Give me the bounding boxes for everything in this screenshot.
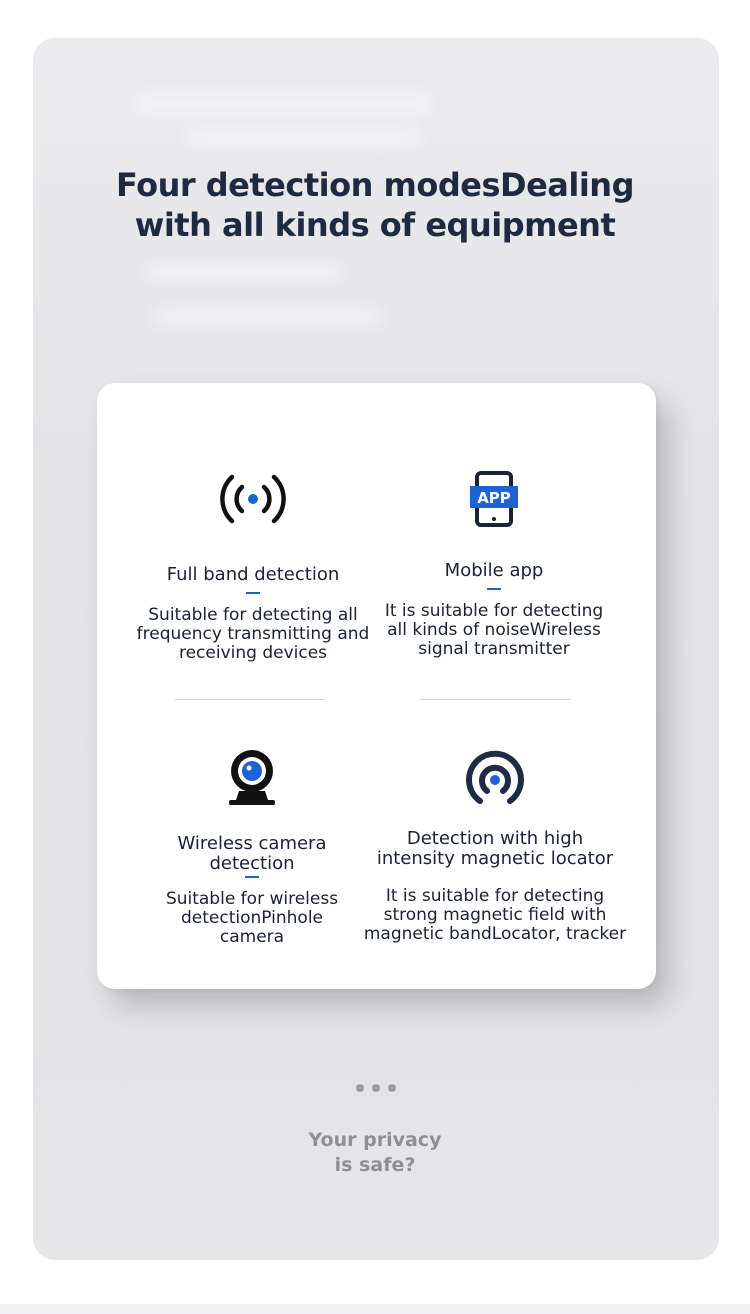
decorative-blur [133, 93, 433, 115]
feature-wireless-camera [132, 747, 372, 947]
feature-title: Wireless camera [177, 833, 327, 854]
accent-dash [487, 588, 501, 590]
desc-line: magnetic bandLocator, tracker [363, 924, 627, 944]
feature-full-band [122, 471, 384, 663]
divider [175, 699, 325, 700]
decorative-blur [143, 263, 343, 281]
feature-mobile-app [369, 471, 619, 659]
decorative-blur [183, 128, 423, 146]
privacy-line-2: is safe? [334, 1154, 416, 1176]
desc-line: frequency transmitting and [136, 624, 370, 644]
desc-line: Suitable for detecting all [148, 605, 358, 625]
page-title [0, 165, 750, 245]
desc-line: It is suitable for detecting [385, 886, 605, 906]
app-icon-label: APP [477, 489, 511, 507]
desc-line: all kinds of noiseWireless [387, 620, 601, 640]
feature-title: Detection with high [406, 828, 584, 849]
feature-title: Mobile app [444, 560, 544, 581]
dot [388, 1084, 396, 1092]
accent-dash [246, 592, 260, 594]
accent-dash [245, 876, 259, 878]
ellipsis-indicator [356, 1084, 396, 1092]
dot [356, 1084, 364, 1092]
desc-line: signal transmitter [418, 639, 570, 659]
privacy-tagline [0, 1128, 750, 1178]
desc-line: receiving devices [178, 643, 328, 663]
mobile-app-icon [467, 471, 521, 527]
feature-title: detection [209, 853, 295, 874]
magnetic-locator-icon [464, 749, 526, 811]
bottom-strip [0, 1304, 750, 1314]
features-card [97, 383, 656, 989]
title-line-2: with all kinds of equipment [134, 206, 616, 244]
dot [372, 1084, 380, 1092]
webcam-icon [225, 747, 279, 807]
feature-title: Full band detection [166, 564, 340, 585]
privacy-line-1: Your privacy [308, 1129, 442, 1151]
feature-title: intensity magnetic locator [376, 848, 614, 869]
desc-line: camera [219, 927, 285, 947]
decorative-blur [153, 308, 383, 326]
desc-line: It is suitable for detecting [384, 601, 604, 621]
desc-line: strong magnetic field with [383, 905, 607, 925]
title-line-1: Four detection modesDealing [116, 166, 634, 204]
desc-line: Suitable for wireless [165, 889, 339, 909]
signal-broadcast-icon [216, 471, 290, 527]
feature-magnetic-locator [353, 749, 637, 944]
divider [420, 699, 570, 700]
desc-line: detectionPinhole [180, 908, 324, 928]
